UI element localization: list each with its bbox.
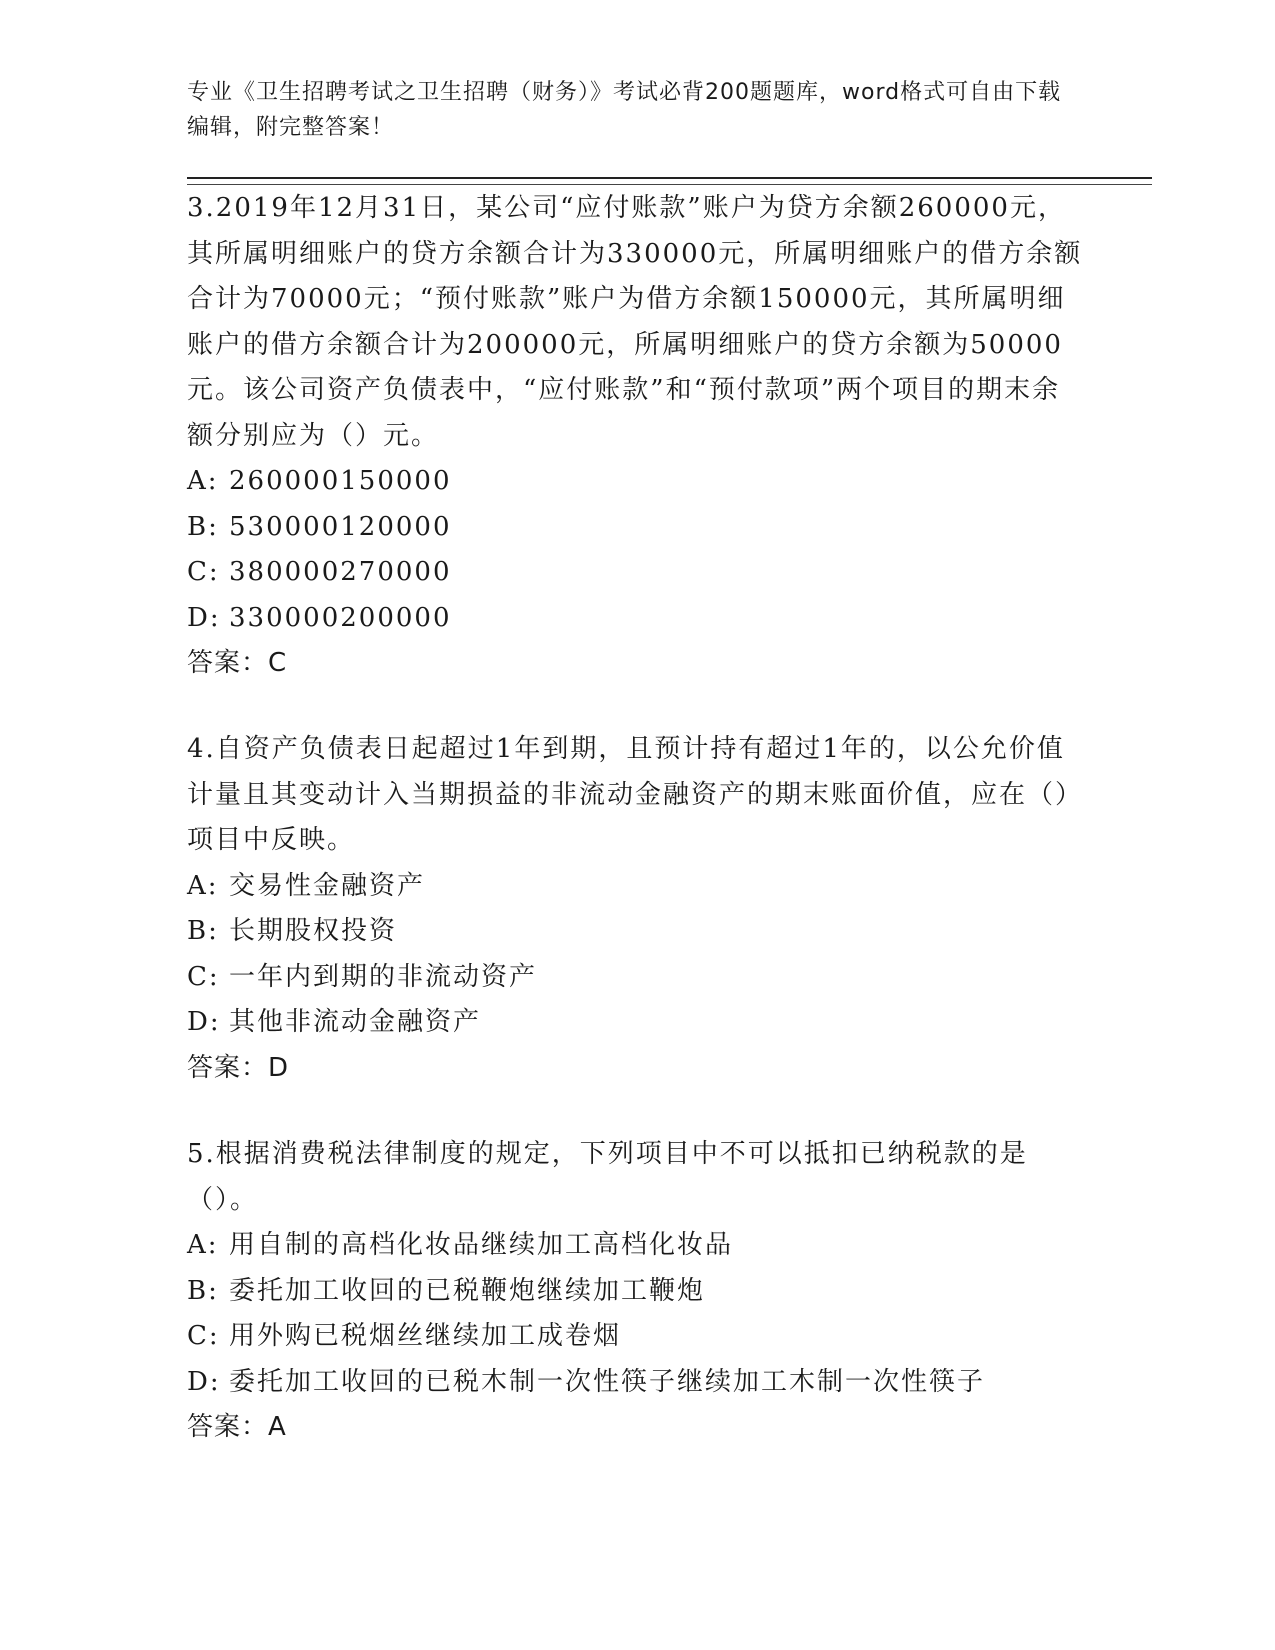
option-text: 一年内到期的非流动资产 [229,961,538,992]
option-b [187,505,1087,551]
header-divider-thick [187,177,1152,179]
option-c [187,955,1087,1001]
option-letter: D: [187,1366,221,1397]
header-title: 专业《卫生招聘考试之卫生招聘（财务）》考试必背200题题库，word格式可自由下载编辑，附完整答案！ [187,80,1062,140]
option-text: 用外购已税烟丝继续加工成卷烟 [229,1321,622,1351]
question-stem: 5.根据消费税法律制度的规定，下列项目中不可以抵扣已纳税款的是（）。 [187,1139,1028,1215]
option-d [187,1000,1087,1046]
option-b [187,909,1087,955]
document-header [187,75,1067,145]
option-text: 交易性金融资产 [229,870,426,901]
option-text: 530000120000 [229,511,452,542]
option-letter: A: [187,466,219,496]
answer-label: 答案：C [187,648,288,678]
option-letter: B: [187,916,219,946]
option-text: 长期股权投资 [229,916,398,946]
option-b [187,1269,1087,1315]
question-4 [187,727,1087,1091]
option-d [187,596,1087,642]
option-text: 委托加工收回的已税鞭炮继续加工鞭炮 [229,1275,706,1306]
option-text: 用自制的高档化妆品继续加工高档化妆品 [229,1230,734,1260]
answer-label: 答案：D [187,1052,290,1083]
option-a [187,1223,1087,1269]
option-letter: D: [187,602,221,633]
option-text: 380000270000 [229,557,452,587]
option-letter: C: [187,1321,220,1351]
question-3 [187,186,1087,687]
option-text: 其他非流动金融资产 [229,1007,482,1037]
option-letter: D: [187,1007,221,1037]
option-text: 260000150000 [229,466,452,496]
option-text: 330000200000 [229,602,452,633]
question-stem: 4.自资产负债表日起超过1年到期，且预计持有超过1年的，以公允价值计量且其变动计入当期损益的非流动金融资产的期末账面价值，应在（）项目中反映。 [187,734,1084,855]
option-d [187,1360,1087,1406]
answer-label: 答案：A [187,1412,287,1442]
option-letter: B: [187,511,219,542]
header-divider-thin [187,184,1152,185]
option-a [187,864,1087,910]
option-c [187,550,1087,596]
option-letter: A: [187,870,219,901]
option-letter: C: [187,961,220,992]
question-stem: 3.2019年12月31日，某公司“应付账款”账户为贷方余额260000元，其所属明细账户的贷方余额合计为330000元，所属明细账户的借方余额合计为70000元；“预付账款”账户为借方余额150000元，其所属明细账户的借方余额合计为200000元，所属明细账户的贷方余额为50000元。该公司资产负债表中，“应付账款”和“预付款项”两个项目的期末余额分别应为（）元。 [187,193,1083,451]
question-5 [187,1132,1087,1451]
option-letter: A: [187,1230,219,1260]
option-letter: B: [187,1275,219,1306]
option-c [187,1314,1087,1360]
option-a [187,459,1087,505]
option-text: 委托加工收回的已税木制一次性筷子继续加工木制一次性筷子 [229,1366,986,1397]
option-letter: C: [187,557,220,587]
